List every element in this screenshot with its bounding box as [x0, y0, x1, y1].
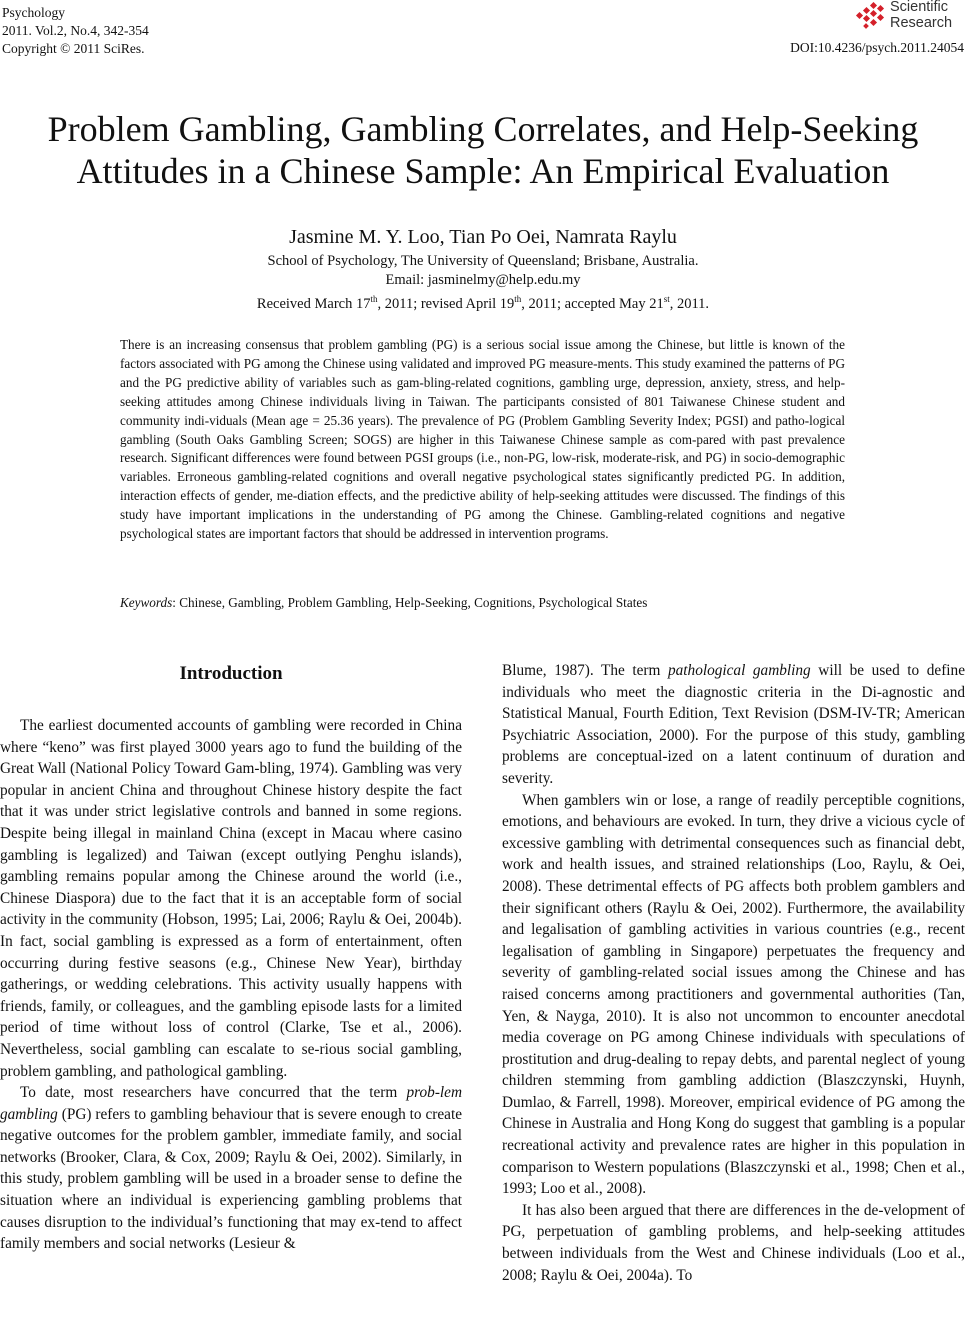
- left-column: [0, 660, 462, 1255]
- paragraph: The earliest documented accounts of gambling were recorded in China where “keno” was first played 3000 years ago to fund the building of the Great Wall (National Policy Toward Gam-bling, 1974). Gambling was very popular in ancient China and throughout Chinese history despite the fact that it was under strict legislative controls and banned in some regions. Despite being illegal in mainland China (except in Macau where casino gambling is legalized) and Taiwan (except outlying Penghu islands), gambling remains popular among the Chinese around the world (i.e., Chinese Diaspora) due to the fact that it is an acceptable form of social activity in the community (Hobson, 1995; Lai, 2006; Raylu & Oei, 2004b). In fact, social gambling is expressed as a form of entertainment, often occurring during festive seasons (e.g., Chinese New Year), birthday gatherings, or wedding celebrations. This activity usually happens with friends, family, or colleagues, and the gambling episode lasts for a limited period of time without loss of control (Clarke, Tse et al., 2006). Nevertheless, social gambling can escalate to se-rious social gambling, problem gambling, and pathological gambling.: [0, 717, 462, 1080]
- publisher-name: [890, 0, 952, 31]
- paragraph: It has also been argued that there are differences in the de-velopment of PG, perpetuation of gambling problems, and help-seeking attitudes between individuals from the West and Chinese individuals (Loo et al., 2008; Raylu & Oei, 2004a). To: [502, 1201, 965, 1284]
- right-column: [502, 660, 965, 1286]
- title-line-2: Attitudes in a Chinese Sample: An Empirical Evaluation: [76, 151, 890, 191]
- authors: Jasmine M. Y. Loo, Tian Po Oei, Namrata Raylu: [289, 226, 677, 248]
- affiliation-block: [0, 252, 966, 314]
- publisher-line-1: Scientific: [890, 0, 949, 15]
- journal-header: [2, 4, 149, 58]
- keywords-label: Keywords: [120, 595, 173, 610]
- publisher-line-2: Research: [890, 15, 953, 31]
- publisher-logo: [854, 0, 962, 34]
- volume-info: 2011. Vol.2, No.4, 342-354: [2, 23, 149, 38]
- paragraph: To date, most researchers have concurred that the term prob-lem gambling (PG) refers to gambling behaviour that is severe enough to create negative outcomes for the problem gambler, immediate family, and social networks (Brooker, Clara, & Cox, 2009; Raylu & Oei, 2002). Similarly, in this study, problem gambling will be used in a broader sense to define the situation where an individual is experiencing gambling problems that causes disruption to the individual’s functioning that may ex-tend to affect family members and social networks (Lesieur &: [0, 1084, 462, 1253]
- paragraph: Blume, 1987). The term pathological gambling will be used to define individuals who meet the diagnostic criteria in the Di-agnostic and Statistical Manual, Fourth Edition, Text Revision (DSM-IV-TR; American Psychiatric Association, 2000). For the purpose of this study, gambling problems are conceptual-ized on a latent continuum of duration and severity.: [502, 662, 965, 787]
- journal-name: Psychology: [2, 5, 66, 20]
- keywords-list: : Chinese, Gambling, Problem Gambling, Help-Seeking, Cognitions, Psychological States: [172, 595, 648, 610]
- abstract: There is an increasing consensus that problem gambling (PG) is a serious social issue among the Chinese, but little is known of the factors associated with PG among the Chinese using validated and improved PG measure-ments. This study examined the patterns of PG and the PG predictive ability of variables such as gam-bling-related cognitions, gambling urge, depression, anxiety, stress, and help-seeking attitudes among Chinese individuals living in Taiwan. The participants consisted of 801 Taiwanese Chinese student and community indi-viduals (Mean age = 25.36 years). The prevalence of PG (Problem Gambling Severity Index; PGSI) and patho-logical gambling (South Oaks Gambling Screen; SOGS) are higher in this Taiwanese Chinese sample as com-pared with past prevalence research. Significant differences were found between PGSI groups (i.e., non-PG, low-risk, moderate-risk, and PG) in socio-demographic variables. Erroneous gambling-related cognitions and overall negative psychological states significantly predicted PG. In addition, interaction effects of gender, me-diation effects, and the predictive ability of help-seeking attitudes were discussed. The findings of this study have important implications in the understanding of PG among the Chinese. Gambling-related cognitions and negative psychological states are important factors that should be addressed in intervention programs.: [120, 337, 845, 542]
- title-line-1: Problem Gambling, Gambling Correlates, and Help-Seeking: [47, 109, 919, 149]
- doi: DOI:10.4236/psych.2011.24054: [790, 40, 964, 55]
- keywords: [120, 595, 647, 611]
- paper-title: [0, 108, 966, 192]
- affiliation: School of Psychology, The University of Queensland; Brisbane, Australia.: [267, 253, 699, 269]
- section-heading-introduction: Introduction: [179, 663, 283, 684]
- email: Email: jasminelmy@help.edu.my: [385, 272, 581, 288]
- scientific-research-logo-icon: [854, 2, 890, 32]
- received-dates: Received March 17th, 2011; revised April 19th, 2011; accepted May 21st, 2011.: [256, 294, 710, 312]
- paragraph: When gamblers win or lose, a range of readily perceptible cognitions, emotions, and behaviours are evoked. In turn, they drive a vicious cycle of excessive gambling with detrimental consequences such as financial debt, work and health issues, and strained relationships (Loo, Raylu, & Oei, 2008). These detrimental effects of PG affects both problem gamblers and their significant others (Raylu & Oei, 2002). Furthermore, the availability and legalisation of gambling activities in various countries (e.g., recent legalisation of gambling in Singapore) perpetuates the frequency and severity of gambling-related social issues among the Chinese and has raised concerns among practitioners and governmental authorities (Tan, Yen, & Nayga, 2010). It is also not uncommon to encounter anecdotal media coverage on PG among Chinese individuals with speculations of prostitution and drug-dealing to repay debts, and parental neglect of young children stemming from gambling addiction (Blaszczynski, Huynh, Dumlao, & Farrell, 1998). Moreover, empirical evidence of PG among the Chinese in Australia and Hong Kong do suggest that gambling is a popular recreational activity and prevalence rates are higher in this population in comparison to Western populations (Blaszczynski et al., 1998; Chen et al., 1993; Loo et al., 2008).: [502, 791, 965, 1198]
- copyright: Copyright © 2011 SciRes.: [2, 41, 145, 56]
